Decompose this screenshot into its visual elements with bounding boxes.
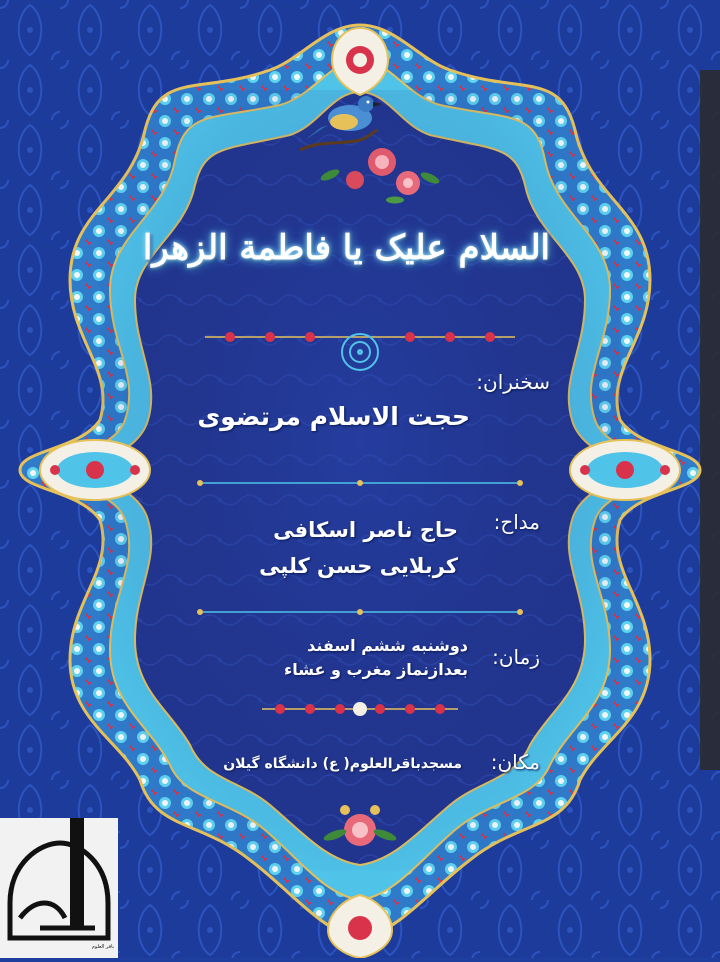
right-edge-shadow <box>700 70 720 770</box>
logo-mark-icon <box>0 818 118 958</box>
place-label: مکان: <box>490 750 540 774</box>
right-medallion-icon <box>570 440 680 500</box>
time-line-2: بعدازنماز مغرب و عشاء <box>284 660 468 679</box>
logo-mark-text: باقر العلوم <box>91 944 114 950</box>
left-medallion-icon <box>40 440 150 500</box>
eulogist-name-2: کربلایی حسن کلپی <box>259 554 458 578</box>
speaker-name: حجت الاسلام مرتضوی <box>197 402 470 431</box>
time-line-1: دوشنبه ششم اسفند <box>307 636 468 655</box>
eulogist-name-1: حاج ناصر اسکافی <box>273 518 458 542</box>
title-calligraphy: السلام علیک یا فاطمة الزهرا <box>142 228 550 268</box>
mosque-logo <box>0 818 118 958</box>
speaker-label: سخنران: <box>476 370 550 394</box>
time-label: زمان: <box>492 645 540 669</box>
eulogist-label: مداح: <box>493 510 540 534</box>
place-value: مسجدباقرالعلوم( ع) دانشگاه گیلان <box>223 756 462 772</box>
